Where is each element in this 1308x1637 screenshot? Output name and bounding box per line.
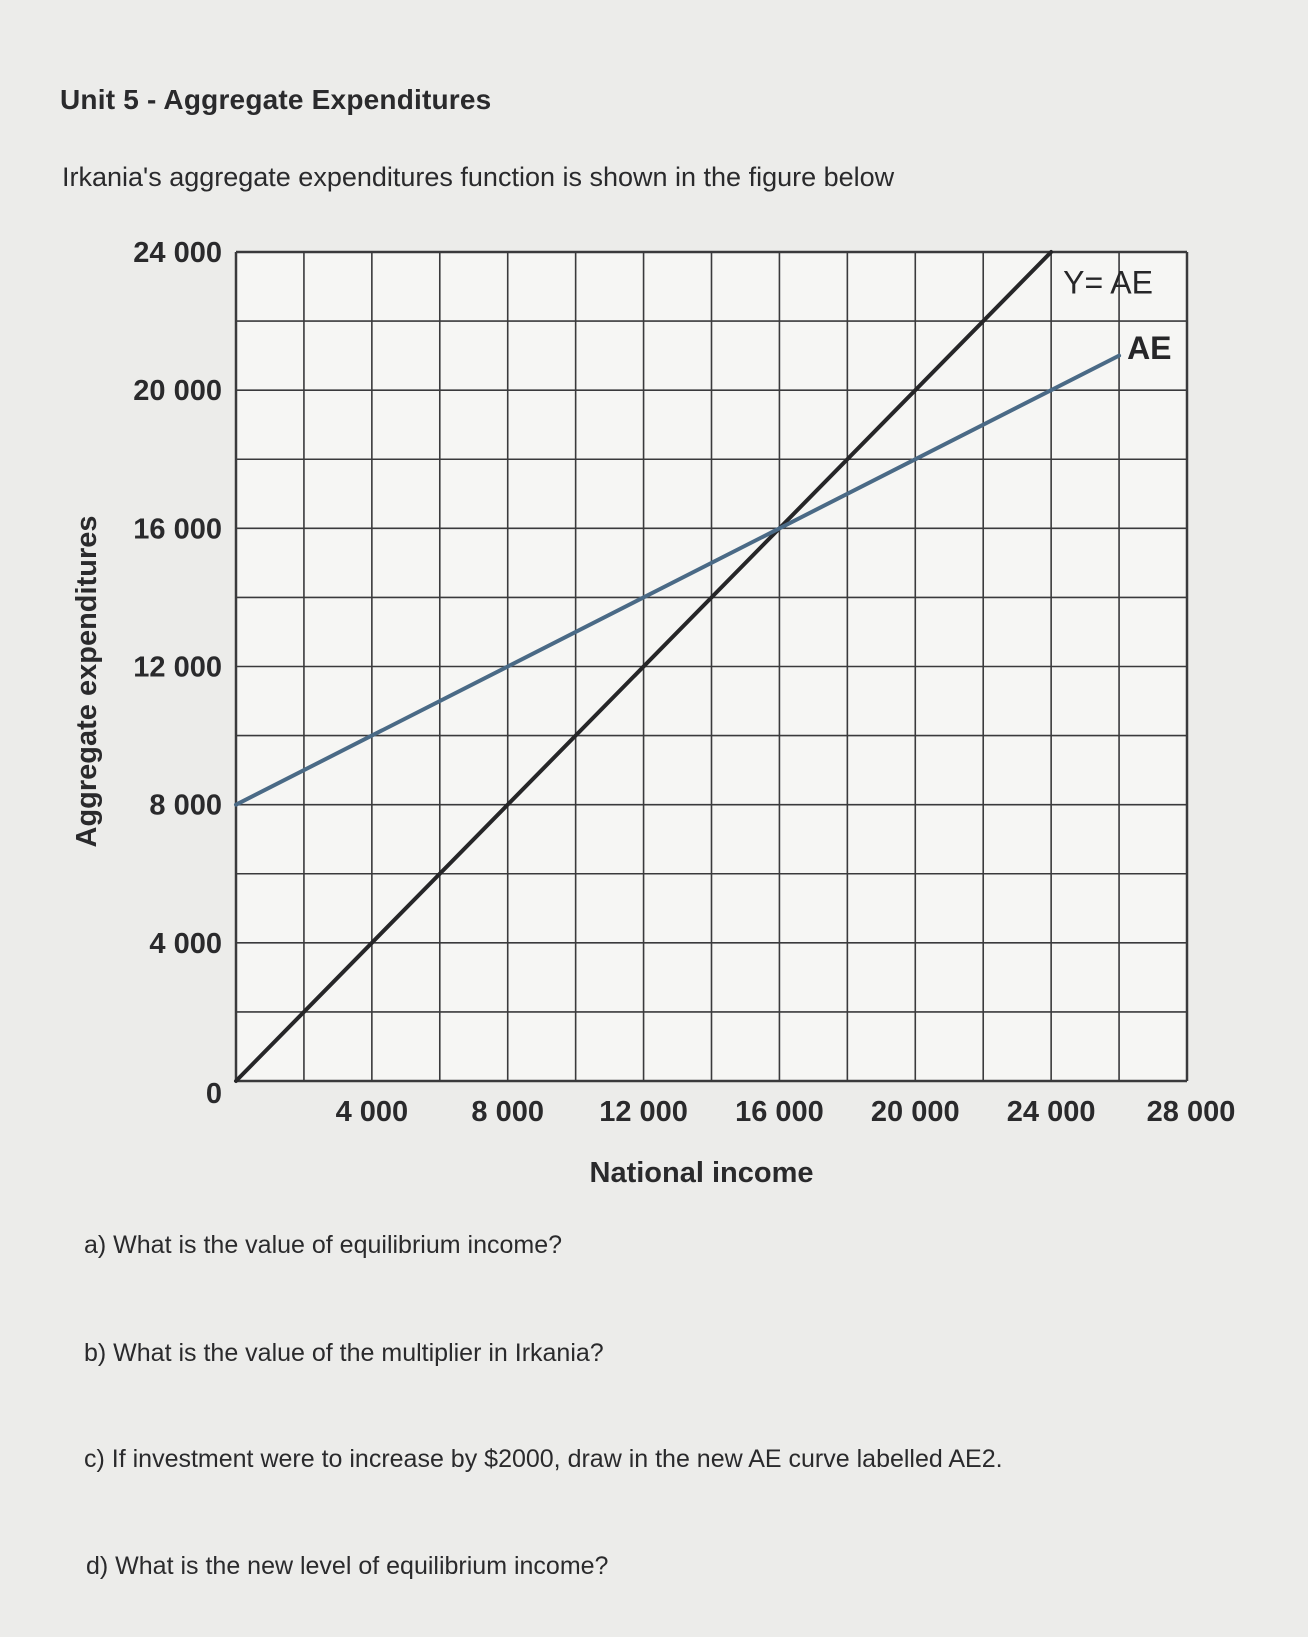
page-title: Unit 5 - Aggregate Expenditures: [60, 84, 492, 115]
x-tick-label: 24 000: [1006, 1096, 1096, 1128]
y-tick-labels: [133, 237, 222, 1110]
x-tick-label: 16 000: [735, 1096, 824, 1128]
x-tick-label: 28 000: [1146, 1096, 1236, 1128]
x-tick-label: 12 000: [599, 1096, 688, 1128]
y-axis-title: Aggregate expenditures: [71, 515, 103, 848]
x-tick-label: 4 000: [335, 1096, 409, 1128]
chart-grid: [236, 252, 1187, 1081]
y-tick-label: 0: [205, 1078, 222, 1110]
y-tick-label: 20 000: [133, 375, 222, 408]
x-tick-label: 8 000: [471, 1096, 545, 1128]
y-tick-label: 24 000: [133, 237, 222, 269]
x-axis-title: National income: [589, 1157, 814, 1189]
question-b: b) What is the value of the multiplier in Irkania?: [84, 1339, 604, 1367]
series-label-y-equals-ae: Y= AE: [1063, 264, 1153, 301]
series-label-ae: AE: [1127, 330, 1172, 367]
question-a: a) What is the value of equilibrium income?: [84, 1231, 563, 1259]
y-tick-label: 16 000: [133, 513, 222, 546]
y-tick-label: 8 000: [149, 789, 222, 822]
intro-text: Irkania's aggregate expenditures function is shown in the figure below: [62, 162, 895, 192]
x-tick-labels: [336, 1096, 1236, 1128]
question-c: c) If investment were to increase by $2000, draw in the new AE curve labelled AE2.: [84, 1445, 1003, 1473]
x-tick-label: 20 000: [870, 1096, 960, 1128]
y-tick-label: 4 000: [149, 927, 222, 960]
y-tick-label: 12 000: [133, 651, 222, 684]
question-d: d) What is the new level of equilibrium income?: [86, 1552, 609, 1580]
